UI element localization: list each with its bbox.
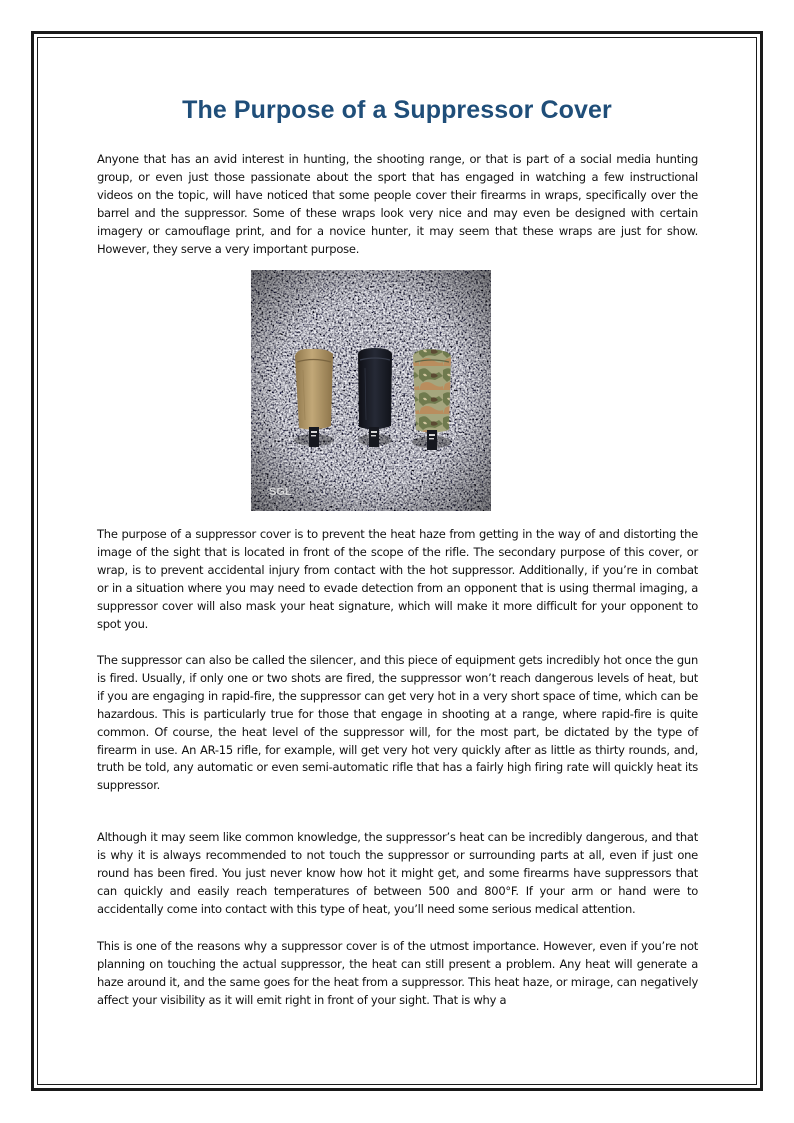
- paragraph-purpose: The purpose of a suppressor cover is to prevent the heat haze from getting in the way of and distorting the image of the sight that is located in front of the scope of the rifle. The secondary purpose of this cover, or wrap, is to prevent accidental injury from contact with the hot suppressor. Additionally, if you’re in combat or in a situation where you may need to evade detection from an opponent that is using thermal imaging, a suppressor cover will also mask your heat signature, which will make it more difficult for your opponent to spot you.: [97, 527, 698, 631]
- paragraph-danger: Although it may seem like common knowledge, the suppressor’s heat can be incredibly dangerous, and that is why it is always recommended to not touch the suppressor or surrounding parts at all, even if just one round has been fired. You just never know how hot it might get, and some firearms have suppressors that can quickly and easily reach temperatures of between 500 and 800°F. If your arm or hand were to accidentally come into contact with this type of heat, you’ll need some serious medical attention.: [97, 830, 698, 916]
- paragraph-heat: The suppressor can also be called the silencer, and this piece of equipment gets incredibly hot once the gun is fired. Usually, if only one or two shots are fired, the suppressor won’t reach dangerous levels of heat, but if you are engaging in rapid-fire, the suppressor can get very hot in a very short space of time, which can be hazardous. This is particularly true for those that engage in shooting at a range, where rapid-fire is quite common. Of course, the heat level of the suppressor will, for the most part, be dictated by the type of firearm in use. An AR-15 rifle, for example, will get very hot very quickly after as little as thirty rounds, and, truth be told, any automatic or even semi-automatic rifle that has a fairly high firing rate will quickly heat its suppressor.: [97, 653, 698, 793]
- photo-watermark: SGL: [269, 486, 292, 498]
- paragraph-haze: This is one of the reasons why a suppressor cover is of the utmost importance. However, even if you’re not planning on touching the actual suppressor, the heat can still present a problem. Any heat will generate a haze around it, and the same goes for the heat from a suppressor. This heat haze, or mirage, can negatively affect your visibility as it will emit right in front of your sight. That is why a: [97, 939, 698, 1007]
- suppressor-covers-photo: [251, 270, 491, 511]
- page-title: The Purpose of a Suppressor Cover: [182, 96, 612, 124]
- paragraph-intro: Anyone that has an avid interest in hunting, the shooting range, or that is part of a social media hunting group, or even just those passionate about the sport that has engaged in watching a few instructional videos on the topic, will have noticed that some people cover their firearms in wraps, specifically over the barrel and the suppressor. Some of these wraps look very nice and may even be designed with certain imagery or camouflage print, and for a novice hunter, it may seem that these wraps are just for show. However, they serve a very important purpose.: [97, 152, 698, 256]
